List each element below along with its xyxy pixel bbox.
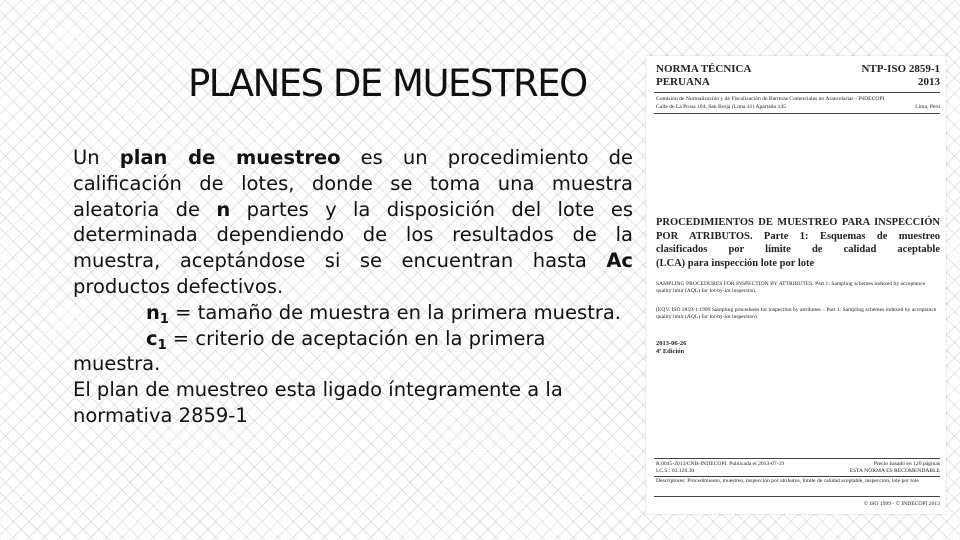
doc-header-row-2: PERUANA 2013: [656, 76, 940, 88]
doc-address-row: Calle de La Prosa 104, San Borja (Lima 41) Apartado 145 Lima, Perú: [656, 104, 940, 110]
standard-cover-image: [646, 56, 946, 514]
doc-rule: [654, 496, 940, 497]
doc-descriptors: Descriptores: Procedimiento, muestreo, inspección por atributos, límite de calidad aceptable, inspección, lote por lote: [656, 478, 919, 484]
slide-title: PLANES DE MUESTREO: [188, 62, 587, 105]
term-plan-de-muestreo: plan de muestreo: [119, 146, 341, 169]
doc-commission: Comisión de Normalización y de Fiscalización de Barreras Comerciales no Arancelarias - INDECOPI: [656, 96, 885, 102]
doc-rule: [654, 92, 940, 93]
doc-edition: 2013-06-26 4ª Edición: [656, 340, 687, 355]
doc-header-row-1: NORMA TÉCNICA NTP-ISO 2859-1: [656, 63, 940, 75]
doc-ics-row: I.C.S.: 03.120.30 ESTA NORMA ES RECOMENDABLE: [656, 468, 940, 474]
doc-english-title: SAMPLING PROCEDURES FOR INSPECTION BY ATTRIBUTES. Part 1: Sampling schemes indexed by acceptance quality limit (AQL) for lot-by-lot inspection.: [656, 281, 926, 294]
definition-paragraph: Un plan de muestreo es un procedimiento de calificación de lotes, donde se toma una muestra aleatoria de n partes y la disposición del lote es determinada dependiendo de los resultados de la muestra, aceptándose si se encuentran hasta Ac productos defectivos.: [73, 146, 633, 298]
doc-resolution-row: R.0045-2013/CNB-INDECOPI. Publicada el 2013-07-19 Precio basado en 120 páginas: [656, 461, 940, 467]
doc-spanish-title: PROCEDIMIENTOS DE MUESTREO PARA INSPECCIÓN POR ATRIBUTOS. Parte 1: Esquemas de muestreo clasificados por límite de calidad aceptable (LCA) para inspección lote por lote: [656, 217, 940, 269]
definition-n1: $n_1$ = tamaño de muestra en la primera muestra.: [146, 300, 622, 327]
doc-rule: [654, 476, 940, 477]
doc-rule: [654, 113, 940, 114]
doc-rule: [654, 458, 940, 459]
normative-paragraph: El plan de muestreo esta ligado íntegramente a la normativa 2859-1: [73, 378, 563, 427]
term-n: n: [216, 197, 231, 221]
doc-copyright: © ISO 1999 - © INDECOPI 2013: [863, 501, 940, 507]
term-ac: Ac: [606, 249, 633, 273]
doc-equivalence: (EQV. ISO 2859-1:1999 Sampling procedures for inspection by attributes – Part 1: Sampling schemes indexed by acceptance quality limit (AQL) for lot-by-lot inspection): [656, 307, 937, 320]
slide-body: [73, 145, 633, 429]
definition-c1: $c_1$ = criterio de aceptación en la primera muestra.: [73, 326, 546, 376]
